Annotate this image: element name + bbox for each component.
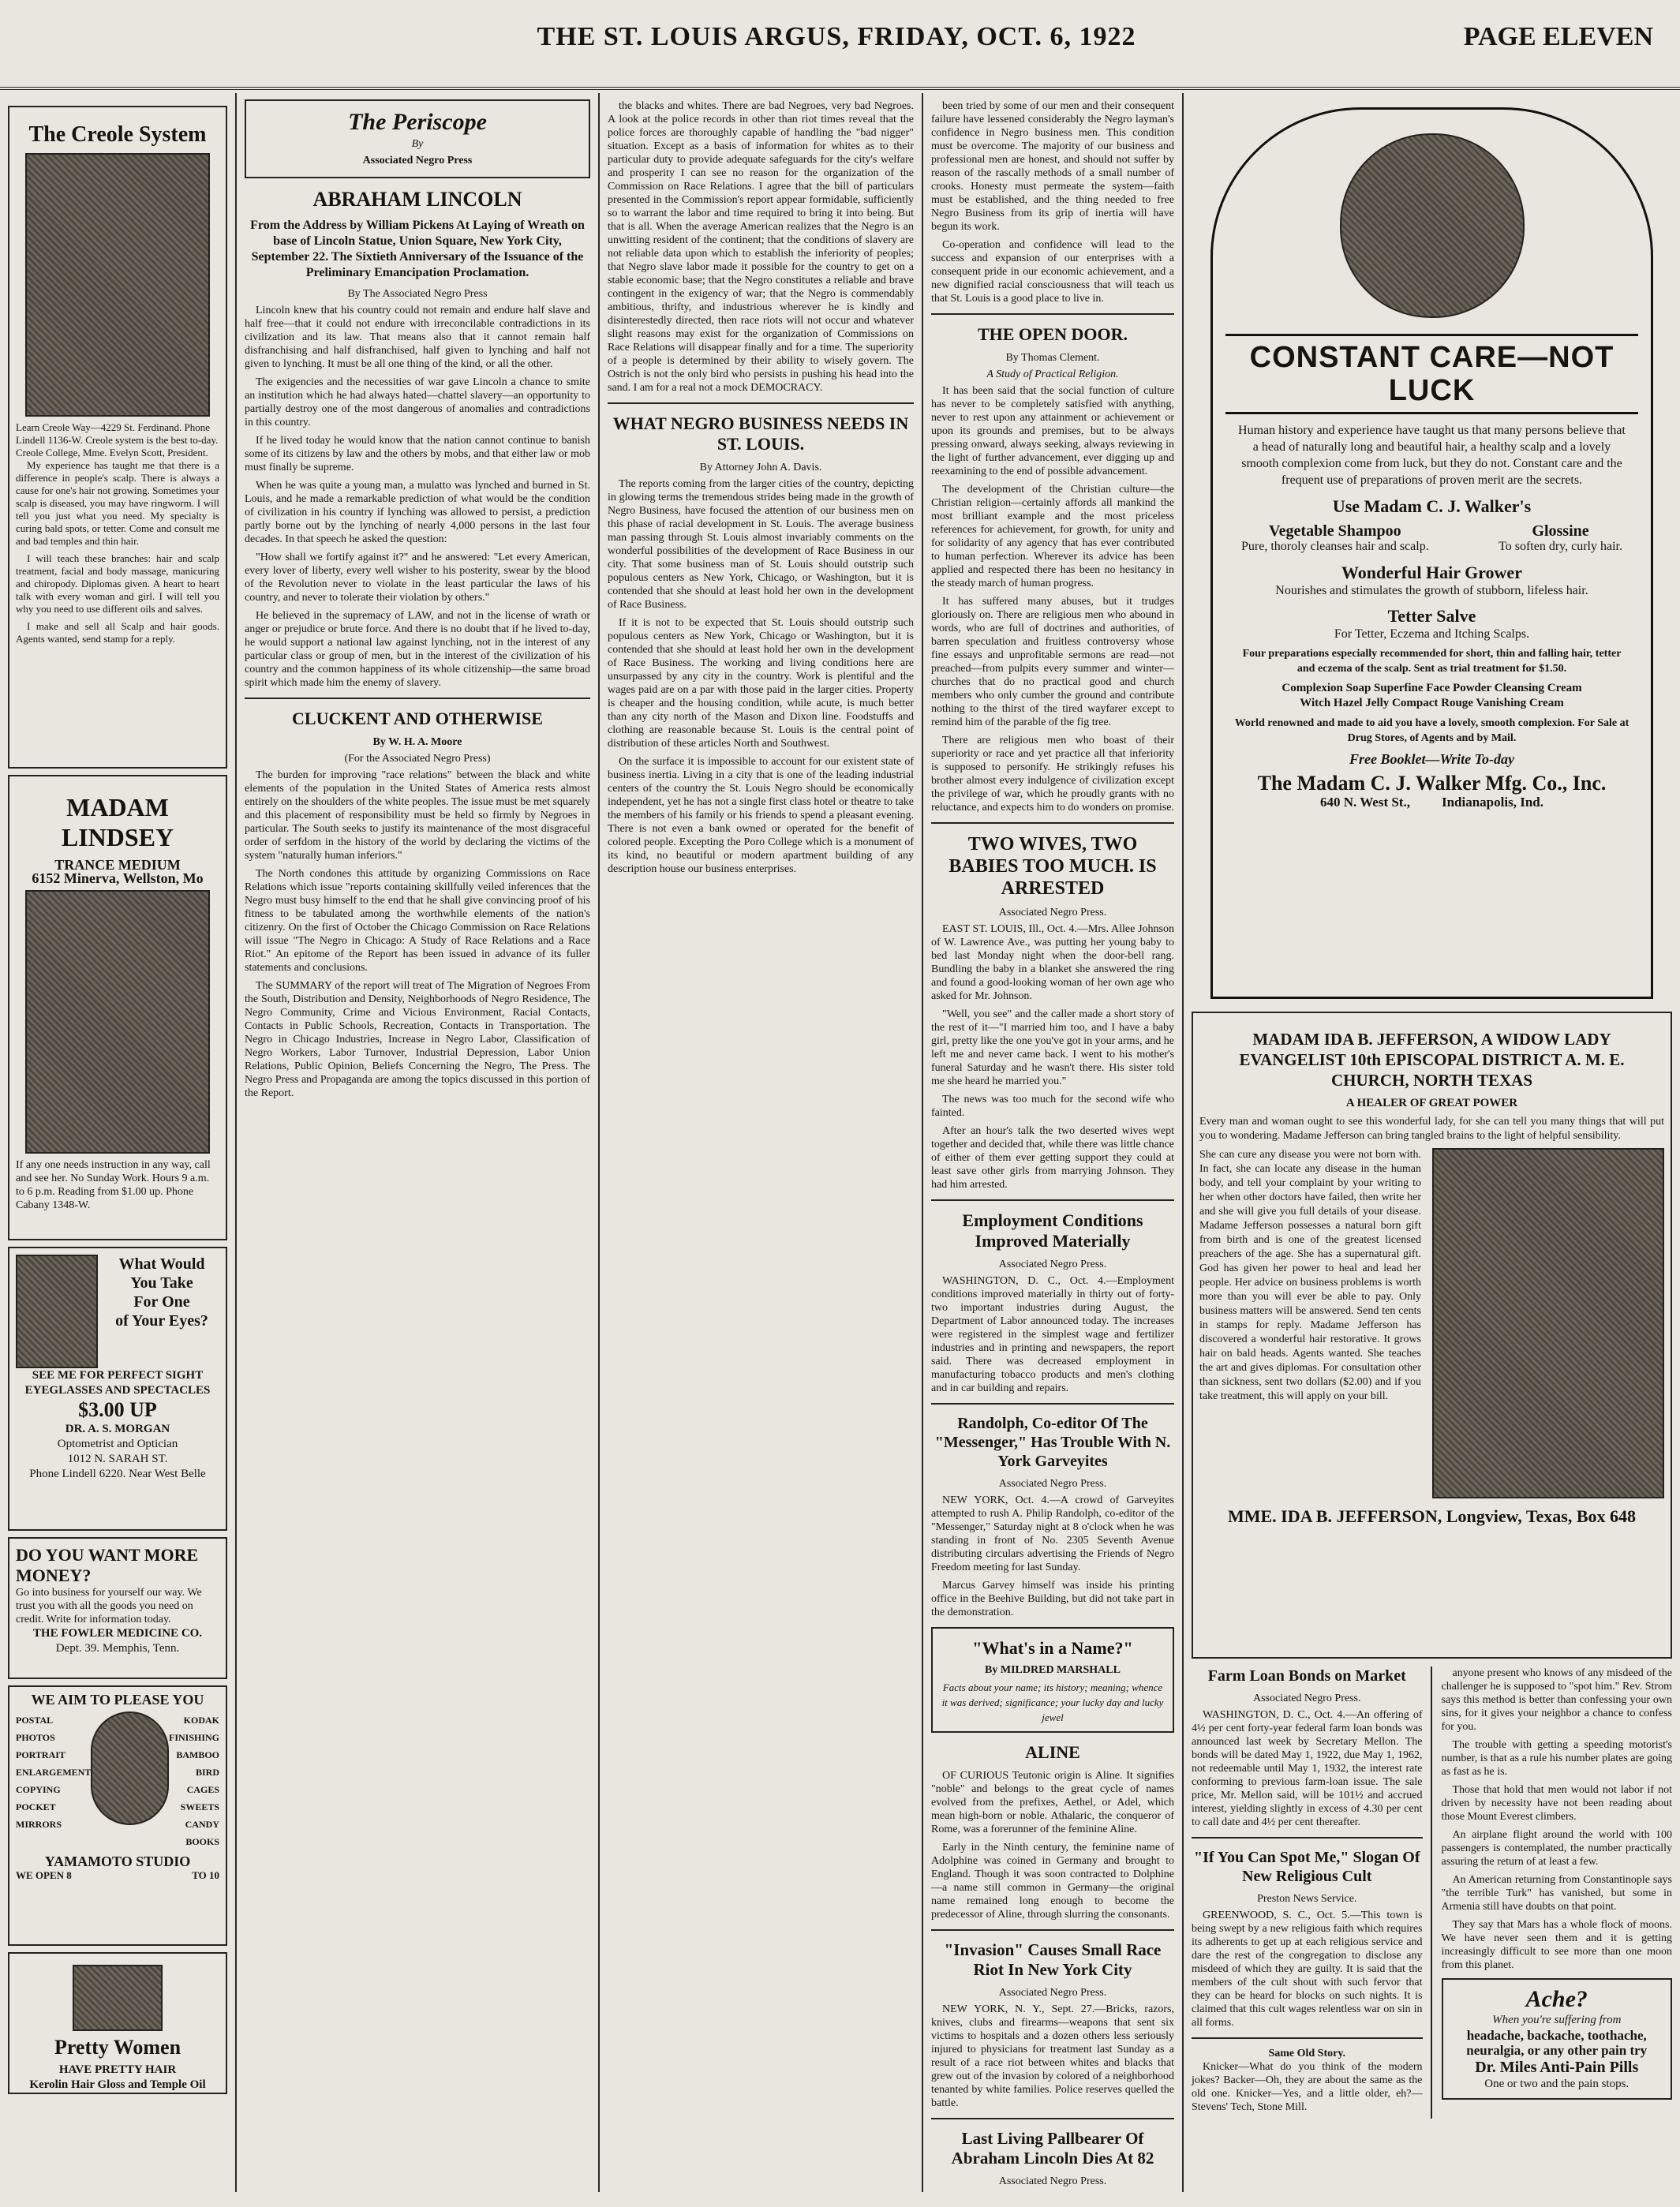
wives-body — [931, 922, 1174, 1191]
cluckent-note: (For the Associated Negro Press) — [344, 753, 491, 765]
story-title: Same Old Story. — [1268, 2048, 1346, 2059]
jefferson-ad — [1192, 1012, 1672, 1659]
misc-para: anyone present who knows of any misdeed of the challenger he is supposed to "spot him." Rev. Strom says this method is better than confessing your own sins, for it gives your neighbor a chance to confess for you. — [1441, 1667, 1672, 1733]
walker-address: 640 N. West St., — [1320, 795, 1410, 810]
invasion-para: NEW YORK, N. Y., Sept. 27.—Bricks, razors, knives, clubs and firearms—weapons that sent six victims to hospitals and a dozen others less seriously injured to physicians for treatment last Sunday as a result of a race riot between whites and blacks that grew out of the invasion by colored of a neighborhood tenanted by white families. Police reserves quelled the battle. — [931, 2003, 1174, 2109]
column-1 — [0, 93, 237, 2192]
name-title: "What's in a Name?" — [972, 1638, 1133, 1658]
studio-item: ENLARGEMENT — [16, 1767, 92, 1778]
pallbearer-byline: Associated Negro Press. — [998, 2175, 1107, 2187]
periscope-title: The Periscope — [348, 109, 487, 135]
lincoln-para: When he was quite a young man, a mulatto was lynched and burned in St. Louis, and he made a remarkable prediction of what would be the condition of civilization in his country if lynching was allowed to persist, a prediction partly borne out by the lynching of nearly 4,000 persons in the last four decades. In that speech he asked the question: — [245, 480, 590, 545]
misc-para: An American returning from Constantinople says "the terrible Turk" has vanished, but some in Armenia still have doubts on that point. — [1441, 1874, 1672, 1913]
optician-see: SEE ME FOR PERFECT SIGHT — [32, 1369, 204, 1382]
optician-address: 1012 N. SARAH ST. — [67, 1453, 168, 1465]
story-body — [1192, 2060, 1423, 2114]
studio-item: COPYING — [16, 1784, 61, 1795]
cont-para: the blacks and whites. There are bad Negroes, very bad Negroes. A look at the police records in other than riot times reveal that the police forces are thoroughly capable of handling the "bad nigger" situation. Except as a basis of information for whites as to their particular duty to provide adequate safeguards for the city's welfare and prosperity I can see no reason for the organization of the Commission on Race Relations. I agree that the bill of particulars presented in the Commission's report appear formidable, sufficiently so to warrant the labor and time required to bring it into being. But that is all. When the average American realizes that the Negro is an unwitting resident of the continent; that the conditions of slavery are not reliable data upon which to establish the inferiority of peoples; that Negro slave labor made it possible for the country to get on a stable economic base; that the Negro constitutes a reliable and brave contingent in the exigency of war; that the Negro is commendably ambitious, thrifty, and industrious wherever he is kindly and disinterestedly directed, then race riots will not occur and whatever slight reasons may exist for the organization of Commissions on Race Relations will disappear finally and for a time. The superiority of a people is determined by their ability to wisely govern. The Ostrich is not the only bird who persists in pushing his head into the sand. I am for a real not a mock DEMOCRACY. — [608, 100, 914, 394]
randolph-body — [931, 1494, 1174, 1619]
lincoln-title: ABRAHAM LINCOLN — [312, 188, 522, 211]
masthead-title: THE ST. LOUIS ARGUS, FRIDAY, OCT. 6, 1922 — [537, 22, 1136, 51]
employment-para: WASHINGTON, D. C., Oct. 4.—Employment conditions improved materially in thirty out of forty-two important industries during August, the Department of Labor announced today. The increases were registered in the simplest wage and fertilizer industries and in printing and newspapers, the report said. There was decreased employment in manufacturing tobacco products and men's clothing and in car building and repairs. — [931, 1275, 1174, 1394]
misc-para: They say that Mars has a whole flock of moons. We have never seen them and it is getting increasingly difficult to see more than one moon from this planet. — [1441, 1919, 1672, 1971]
wives-para: The news was too much for the second wife who fainted. — [931, 1094, 1174, 1119]
divider — [931, 313, 1174, 315]
walker-trial-note: Four preparations especially recommended for short, thin and falling hair, tetter and eczema of the scalp. Sent as trial treatment for $1.50. — [1242, 648, 1622, 675]
optician-glasses: EYEGLASSES AND SPECTACLES — [24, 1384, 211, 1397]
employment-title: Employment Conditions Improved Materially — [962, 1210, 1143, 1251]
money-text: Go into business for yourself our way. We trust you with all the goods you need on credit. Write for information today. — [16, 1587, 202, 1625]
randolph-para: Marcus Garvey himself was inside his printing office in the Beehive Building, but did not take part in the demonstration. — [931, 1580, 1174, 1618]
divider — [608, 402, 914, 404]
optician-q3: For One — [133, 1293, 190, 1311]
cluckent-byline: By W. H. A. Moore — [372, 736, 462, 748]
business-title: WHAT NEGRO BUSINESS NEEDS IN ST. LOUIS. — [612, 413, 909, 454]
farm-title: Farm Loan Bonds on Market — [1207, 1667, 1406, 1685]
pretty-sub: HAVE PRETTY HAIR — [58, 2063, 177, 2076]
business-para: The reports coming from the larger cities of the country, depicting in glowing terms the tremendous strides being made in the growth of Negro Business, have focused the attention of our business men on this phase of racial development in St. Louis. The average business man passing through St. Louis almost invariably comments on the wonderful possibilities of the development of Race Business in our city. That some business man of St. Louis should outstrip such populous centers as New York, Chicago, or Washington, but it is contended that she should at least hold her own in the development of Race Business. — [608, 478, 914, 611]
money-address: Dept. 39. Memphis, Tenn. — [55, 1642, 180, 1655]
walker-use: Use Madam C. J. Walker's — [1332, 496, 1532, 516]
studio-name: YAMAMOTO STUDIO — [44, 1854, 191, 1869]
morgan-portrait — [16, 1255, 98, 1368]
product-shampoo-desc: Pure, thoroly cleanses hair and scalp. — [1241, 540, 1429, 553]
door-para: The development of the Christian culture—the Christian religion—certainly affords all mankind the most brilliant example and the most priceless references for achievement, for growth, for unity and for solidarity of any agency that has ever contributed to human perfection. Wherever its advice has been applied and respected there has been no hesitancy in the steady march of human progress. — [931, 484, 1174, 589]
employment-body — [931, 1274, 1174, 1395]
jefferson-portrait — [1432, 1148, 1664, 1498]
lincoln-para: "How shall we fortify against it?" and he answered: "Let every American, every lover of liberty, every well wisher to his posterity, swear by the blood of the Revolution never to violate in the least particular the laws of his country, and never to tolerate their violation by others." — [245, 552, 590, 604]
studio-right-list — [169, 1711, 219, 1850]
cont-para: been tried by some of our men and their consequent failure have lessened considerably the Negro layman's confidence in Negro business men. This condition must be overcome. The majority of our business and professional men are honest, and should not suffer by reason of the rascally methods of a small number of crooks. Honesty must permeate the system—faith must be established, and the thing needed to free Negro Business from its grip of inertia will have begun its work. — [931, 100, 1174, 233]
studio-item: FINISHING — [168, 1732, 219, 1743]
pretty-portrait — [73, 1965, 163, 2031]
invasion-byline: Associated Negro Press. — [998, 1987, 1107, 1999]
col5-right-subcolumn — [1442, 1666, 1673, 2119]
studio-item: POCKET MIRRORS — [16, 1801, 62, 1830]
studio-item: SWEETS — [180, 1801, 219, 1812]
product-grower-desc: Nourishes and stimulates the growth of stubborn, lifeless hair. — [1275, 584, 1588, 597]
farm-byline: Associated Negro Press. — [1253, 1693, 1361, 1704]
spot-title: "If You Can Spot Me," Slogan Of New Religious Cult — [1193, 1849, 1420, 1885]
walker-headline: CONSTANT CARE—NOT LUCK — [1225, 334, 1638, 414]
walker-booklet: Free Booklet—Write To-day — [1349, 751, 1514, 767]
studio-item: POSTAL — [16, 1715, 54, 1726]
misc-para: The trouble with getting a speeding motorist's number, is that as a rule his number plates are going as fast as he is. — [1441, 1739, 1672, 1778]
misc-para: An airplane flight around the world with 100 passengers is contemplated, the number practically assuring the return of at least a few. — [1441, 1829, 1672, 1868]
aline-para: OF CURIOUS Teutonic origin is Aline. It signifies "noble" and belongs to the great cycle of names evolved from the prefixes, Aethel, or Adel, which mean high-born or noble. Athalaric, the conqueror of Rome, was a forerunner of the feminine Aline. — [931, 1770, 1174, 1835]
jefferson-healer: A HEALER OF GREAT POWER — [1345, 1097, 1518, 1109]
lincoln-body — [245, 304, 590, 690]
walker-ad — [1210, 107, 1653, 999]
money-title: DO YOU WANT MORE MONEY? — [16, 1545, 199, 1585]
creole-para: I will teach these branches: hair and scalp treatment, facial and body massage, manicuring and chiropody. Diplomas given. A heart to heart talk with every woman and girl. I will tell you why you need to use different oils and salves. — [16, 552, 219, 615]
page-number: PAGE ELEVEN — [1463, 22, 1653, 51]
studio-item: PHOTOS — [16, 1732, 55, 1743]
studio-close: TO 10 — [192, 1869, 219, 1881]
pretty-product: Kerolin Hair Gloss and Temple Oil — [29, 2078, 206, 2091]
lincoln-para: Lincoln knew that his country could not remain and endure half slave and half free—that it could not endure with irreconcilable contradictions in its civilization and its law. That means also that it cannot remain half disfranchising and half disfranchised, half given to lynching and half not given to lynching. It must be all one thing of the kind, or all the other. — [245, 305, 590, 370]
product-glossine: Glossine — [1532, 522, 1589, 540]
wives-para: EAST ST. LOUIS, Ill., Oct. 4.—Mrs. Allee Johnson of W. Lawrence Ave., was putting her young baby to bed last Monday night when the door-bell rang. Bundling the baby in a blanket she answered the ring and found a good-looking woman of her own age who asked for Mr. Johnson. — [931, 923, 1174, 1002]
cluckent-para: The North condones this attitude by organizing Commissions on Race Relations which issue "reports containing skillfully veiled inferences that the Negro must busy himself to the end that he shall give convincing proof of his fitness to be tabulated among the worthwhile elements of the nation's citizenry. On the first of October the Chicago Commission on Race Relations will issue "The Negro in Chicago: A Study of Race Relations and a Race Riot." An epitome of the Report has been issued in advance of its fuller statements and conclusions. — [245, 868, 590, 974]
miles-ailments: headache, backache, toothache, neuralgia, or any other pain try — [1466, 2028, 1648, 2058]
divider — [931, 1929, 1174, 1931]
jefferson-title: MADAM IDA B. JEFFERSON, A WIDOW LADY EVANGELIST 10th EPISCOPAL DISTRICT A. M. E. CHURCH, NORTH TEXAS — [1239, 1030, 1625, 1090]
lindsey-portrait — [25, 890, 210, 1154]
lindsey-address: 6152 Minerva, Wellston, Mo — [32, 870, 204, 886]
divider — [931, 1403, 1174, 1405]
door-title: THE OPEN DOOR. — [977, 324, 1128, 344]
cluckent-para: The SUMMARY of the report will treat of The Migration of Negroes From the South, Distribution and Density, Neighborhoods of Negro Residence, The Negro Community, Crime and Vicious Environment, Racial Contacts, Contacts in Public Schools, Recreation, Contacts in Transportation. The Negro in Chicago Industries, Increase in Negro Labor, Classification of Negro Workers, Labor Turnover, Industrial Depression, Labor Union Relations, Public Opinion, Beliefs Concerning the Negro, The Press. The Negro Press and Propaganda are among the topics discussed in this portion of the Report. — [245, 980, 590, 1099]
optician-phone: Phone Lindell 6220. Near West Belle — [29, 1468, 206, 1480]
business-body — [608, 477, 914, 876]
name-byline: By MILDRED MARSHALL — [985, 1664, 1121, 1676]
lindsey-title: MADAM LINDSEY — [61, 793, 174, 851]
wives-title: TWO WIVES, TWO BABIES TOO MUCH. IS ARRESTED — [949, 834, 1157, 899]
business-para: If it is not to be expected that St. Louis should outstrip such populous centers as New York, Chicago or Washington, but it is contended that she should at least hold her own in the development of Race Business. The working and living conditions here are unsurpassed by any city in the country. Work is plentiful and the wages paid are on a par with those paid in the larger cities. Property is cheaper and the housing condition, while acute, is much better than any city north of the Mason and Dixon line. Foodstuffs and clothing are reasonable because St. Louis is the central point of distribution of these articles North and Southwest. — [608, 617, 914, 750]
walker-others-1: Complexion Soap Superfine Face Powder Cleansing Cream — [1282, 682, 1582, 694]
misc-para: Those that hold that men would not labor if not driven by necessity have not been reading about those Mount Everest climbers. — [1441, 1784, 1672, 1823]
divider — [931, 2118, 1174, 2119]
misc-body — [1442, 1666, 1673, 1972]
optician-name: DR. A. S. MORGAN — [65, 1423, 170, 1435]
studio-item: BOOKS — [185, 1836, 219, 1847]
cluckent-para: The burden for improving "race relations" between the black and white elements of the population in the United States of America rests almost entirely on the shoulders of the white peoples. The issue must be met squarely and this placement of responsibility must be held so firmly by Negroes in particular. The South seeks to justify its maintenance of the most disgraceful order of serfdom in the history of the world by declaring the victims of the system "naturally human inferiors." — [245, 769, 590, 862]
jefferson-intro: Every man and woman ought to see this wonderful lady, for she can tell you many things that will put you to wondering. Madame Jefferson can bring tangled brains to the light of helpful sensibility. — [1199, 1116, 1664, 1142]
product-glossine-desc: To soften dry, curly hair. — [1499, 540, 1622, 553]
optician-price: $3.00 UP — [78, 1398, 157, 1421]
invasion-body — [931, 2003, 1174, 2110]
walker-others-2: Witch Hazel Jelly Compact Rouge Vanishing Cream — [1300, 697, 1564, 709]
optician-q4: of Your Eyes? — [115, 1312, 208, 1330]
cont-para: Co-operation and confidence will lead to the success and expansion of our enterprises with a consequent pride in our economic achievement, and a new dignified racial consciousness that will teach us that St. Louis is a good place to live in. — [931, 239, 1174, 305]
creole-body — [16, 459, 219, 645]
creole-portrait — [25, 153, 210, 417]
studio-header: WE AIM TO PLEASE YOU — [31, 1692, 204, 1708]
optician-ad — [8, 1247, 227, 1531]
lindsey-line1: TRANCE MEDIUM — [54, 857, 181, 873]
business-continued — [931, 99, 1174, 305]
spot-byline: Preston News Service. — [1257, 1893, 1357, 1905]
jefferson-body: She can cure any disease you were not born with. In fact, she can locate any disease in the human body, and tell your complaint by your writing to her when other doctors have failed, then write her and she will give you full details of your disease. Madame Jefferson possesses a natural born gift from birth and is one of the greatest licensed preachers of the age. She has a supernatural gift. God has given her power to heal and lead her people. Her advice on business problems is worth more than you will ever be able to pay. Only business matters will be answered. Send ten cents in stamps for reply. Madame Jefferson has discovered a wonderful hair restorative. It grows hair on bald heads. Agents wanted. She teaches the art and gives diplomas. For consultation other than sickness, sent two dollars ($2.00) and if you take treatment, this will apply on your bill. — [1199, 1149, 1421, 1402]
door-body — [931, 384, 1174, 814]
randolph-para: NEW YORK, Oct. 4.—A crowd of Garveyites attempted to rush A. Philip Randolph, co-editor of the "Messenger," Saturday night at 8 o'clock when he was standing in front of No. 2305 Seventh Avenue distributing circulars advertising the Friends of Negro Freedom meeting for last Sunday. — [931, 1494, 1174, 1573]
studio-left-list — [16, 1711, 91, 1850]
optician-title: Optometrist and Optician — [57, 1438, 178, 1450]
business-para: On the surface it is impossible to account for our existent state of business inertia. Living in a city that is one of the leading industrial centers of the country the St. Louis Negro should be economically independent, yet he has not a single first class hotel or theatre to take the members of his family or his friends to spend a pleasant evening. There is not even a bank owned or operated for the benefit of colored people. Excepting the Poro College which is a monument of its kind, no beautiful or modern apartment building of any description house our business enterprises. — [608, 756, 914, 875]
lincoln-sub: From the Address by William Pickens At Laying of Wreath on base of Lincoln Statue, Union Square, New York City, September 22. The Sixtieth Anniversary of the Issuance of the Preliminary Emancipation Proclamation. — [250, 219, 585, 279]
periscope-source: Associated Negro Press — [362, 155, 473, 166]
farm-body — [1192, 1708, 1423, 1829]
product-tetter-desc: For Tetter, Eczema and Itching Scalps. — [1334, 627, 1530, 641]
studio-open: WE OPEN 8 — [16, 1869, 72, 1881]
jefferson-footer: MME. IDA B. JEFFERSON, Longview, Texas, Box 648 — [1227, 1506, 1637, 1526]
invasion-title: "Invasion" Causes Small Race Riot In New York City — [944, 1940, 1162, 1979]
optician-q1: What Would — [118, 1255, 205, 1273]
walker-company: The Madam C. J. Walker Mfg. Co., Inc. — [1257, 772, 1607, 795]
money-company: THE FOWLER MEDICINE CO. — [32, 1627, 203, 1640]
miles-sub: When you're suffering from — [1492, 2014, 1622, 2026]
column-2 — [237, 93, 600, 2192]
lindsey-text: If any one needs instruction in any way, call and see her. No Sunday Work. Hours 9 a.m. to 6 p.m. Reading from $1.00 up. Phone Cabany 1348-W. — [16, 1159, 211, 1211]
creole-title: The Creole System — [28, 122, 207, 147]
lincoln-byline: By The Associated Negro Press — [347, 288, 488, 300]
column-5 — [1184, 93, 1680, 2192]
product-tetter: Tetter Salve — [1387, 606, 1476, 626]
studio-fan-graphic — [91, 1711, 169, 1825]
divider — [931, 1199, 1174, 1201]
spot-para: GREENWOOD, S. C., Oct. 5.—This town is being swept by a new religious faith which requires its adherents to get up at each religious service and dare the rest of the congregation to disclose any misdeed of which they are guilty. It is said that the members of the cult shout with such fervor that they can be heard for blocks on such nights. It is claimed that this cult wages relentless war on sin in all forms. — [1192, 1910, 1423, 2029]
employment-byline: Associated Negro Press. — [998, 1259, 1107, 1270]
spot-body — [1192, 1909, 1423, 2029]
aline-body — [931, 1769, 1174, 1921]
business-byline: By Attorney John A. Davis. — [699, 462, 822, 473]
walker-products-row — [1241, 523, 1622, 555]
name-feature — [931, 1627, 1174, 1733]
door-byline: By Thomas Clement. — [1005, 352, 1100, 364]
divider — [931, 822, 1174, 824]
story-para: Knicker—What do you think of the modern jokes? Backer—Oh, they are about the same as the old one. Knicker—Yes, and a little older, eh?—Stevens' Tech, Stone Mill. — [1192, 2061, 1423, 2113]
divider — [245, 698, 590, 699]
walker-city: Indianapolis, Ind. — [1441, 795, 1543, 810]
creole-para: My experience has taught me that there is a difference in people's scalp. There is always a cause for one's hair not growing. Sometimes your scalp is diseased, you may have ringworm. I will tell you just what you need. My specialty is curing bald spots, or tetter. Come and consult me and bad temples and thin hair. — [16, 459, 219, 547]
creole-ad — [8, 106, 227, 769]
door-sub: A Study of Practical Religion. — [986, 368, 1119, 380]
aline-heading: ALINE — [1025, 1742, 1080, 1762]
product-shampoo: Vegetable Shampoo — [1269, 522, 1401, 540]
money-ad — [8, 1537, 227, 1679]
column-4 — [923, 93, 1184, 2192]
walker-renown: World renowned and made to aid you have a lovely, smooth complexion. For Sale at Drug Stores, of Agents and by Mail. — [1234, 717, 1629, 744]
optician-q2: You Take — [130, 1274, 193, 1292]
divider — [1192, 1837, 1423, 1839]
randolph-title: Randolph, Co-editor Of The "Messenger," Has Trouble With N. York Garveyites — [934, 1415, 1171, 1470]
studio-item: CANDY — [185, 1819, 219, 1830]
cluckent-title: CLUCKENT AND OTHERWISE — [292, 709, 543, 728]
creole-para: I make and sell all Scalp and hair goods. Agents wanted, send stamp for a reply. — [16, 620, 219, 645]
column-3 — [600, 93, 923, 2192]
door-para: It has suffered many abuses, but it trudges gloriously on. There are religious men who abound in words, who are full of doctrines and authorities, of barren speculation and fruitless controversy whose fine essays and unprofitable sermons are read—not preached—from pulpits every summer and winter—churches that do no practical good and church members who only cumber the ground and contribute nothing to the thirst of the tired wayfarer except to remind him of the parable of the fig tree. — [931, 596, 1174, 728]
lincoln-para: He believed in the supremacy of LAW, and not in the license of wrath or anger or prejudice or brute force. And there is no doubt that if he lived to-day, he would support a national law against lynching, not in the interest of any particular class or group of men, but in the interest of the civilization of his country and the common happiness of its whole citizenship—the same broad spirit which made him the enemy of slavery. — [245, 610, 590, 689]
studio-item: BIRD CAGES — [186, 1767, 219, 1795]
door-para: It has been said that the social function of culture has never to be completely satisfied with anything, never to rest upon any attainment or achievement or upon its grounds and premises, but to be always pressing onward, always seeking, always reviewing in the light of further advancement, ever digging up and reexamining to the end of possible advancement. — [931, 385, 1174, 477]
wives-para: After an hour's talk the two deserted wives wept together and decided that, while there was little chance of either of them ever getting support they could at least save other girls from marrying Johnson. They had him arrested. — [931, 1125, 1174, 1191]
miles-product: Dr. Miles Anti-Pain Pills — [1475, 2059, 1639, 2076]
lincoln-para: If he lived today he would know that the nation cannot continue to banish some of its citizens by law and the others by mobs, and that either law or mob must finally be supreme. — [245, 435, 590, 473]
masthead — [0, 0, 1680, 90]
studio-ad — [8, 1685, 227, 1946]
miles-note: One or two and the pain stops. — [1484, 2078, 1629, 2090]
pretty-ad — [8, 1952, 227, 2094]
wives-byline: Associated Negro Press. — [998, 907, 1107, 918]
product-grower: Wonderful Hair Grower — [1341, 563, 1522, 582]
cluckent-body — [245, 769, 590, 1100]
studio-item: BAMBOO — [176, 1749, 219, 1760]
studio-item: KODAK — [183, 1715, 219, 1726]
studio-item: PORTRAIT — [16, 1749, 65, 1760]
periscope-box — [245, 99, 590, 178]
miles-title: Ache? — [1525, 1986, 1588, 2012]
lindsey-ad — [8, 775, 227, 1240]
pallbearer-title: Last Living Pallbearer Of Abraham Lincoln Dies At 82 — [951, 2129, 1154, 2168]
periscope-by: By — [411, 138, 424, 150]
aline-para: Early in the Ninth century, the feminine name of Adolphine was coined in Germany and brought to England. Though it was soon contracted to Dolphine—a name still common in Germany—the original name remained long enough to become the predecessor of Aline, through slurring the consonants. — [931, 1842, 1174, 1921]
wives-para: "Well, you see" and the caller made a short story of the rest of it—"I married him too, and I have a baby girl, pretty like the one you've got in your arms, and he left me and never came back. I went to his mother's funeral Saturday and he wasn't there. His sister told me she heard he married you." — [931, 1008, 1174, 1087]
door-para: There are religious men who boast of their superiority or race and yet practice all that inferiority is supposed to personify. He strikingly refuses his brother almost every indulgence of civilization except the privilege of war, which he proudly grants with no reluctance, and expects him to do wonders on promise. — [931, 735, 1174, 814]
creole-caption: Learn Creole Way—4229 St. Ferdinand. Phone Lindell 1136-W. Creole system is the best to-day. Creole College, Mme. Evelyn Scott, President. — [16, 421, 219, 458]
divider — [1192, 2037, 1423, 2039]
walker-portrait — [1340, 133, 1525, 318]
walker-intro: Human history and experience have taught us that many persons believe that a head of naturally long and beautiful hair, a healthy scalp and a lovely smooth complexion come from luck, but they do not. Constant care and the frequent use of preparations of proven merit are the secrets. — [1238, 424, 1626, 487]
randolph-byline: Associated Negro Press. — [998, 1478, 1107, 1490]
cluckent-continued — [608, 99, 914, 395]
farm-para: WASHINGTON, D. C., Oct. 4.—An offering of 4½ per cent forty-year federal farm loan bonds was announced last week by Secretary Mellon. The bonds will be dated May 1, 1922, due May 1, 1962, not redeemable until May 1, 1932, the interest rate conforming to previous farm-loan issue. The sale price, Mr. Mellon said, will be 101½ and accrued interest, yielding slightly in excess of 4.30 per cent to call date and 4½ per cent thereafter. — [1192, 1709, 1423, 1828]
col5-left-subcolumn — [1192, 1666, 1432, 2119]
lincoln-para: The exigencies and the necessities of war gave Lincoln a chance to smite an institution which he had always hated—chattel slavery—an opportunity to partially destroy one of the most dangerous of anomalies and contradictions in this country. — [245, 376, 590, 428]
pretty-title: Pretty Women — [54, 2036, 181, 2059]
miles-ad — [1442, 1978, 1673, 2100]
name-tagline: Facts about your name; its history; meaning; whence it was derived; significance; your lucky day and lucky jewel — [941, 1681, 1164, 1723]
